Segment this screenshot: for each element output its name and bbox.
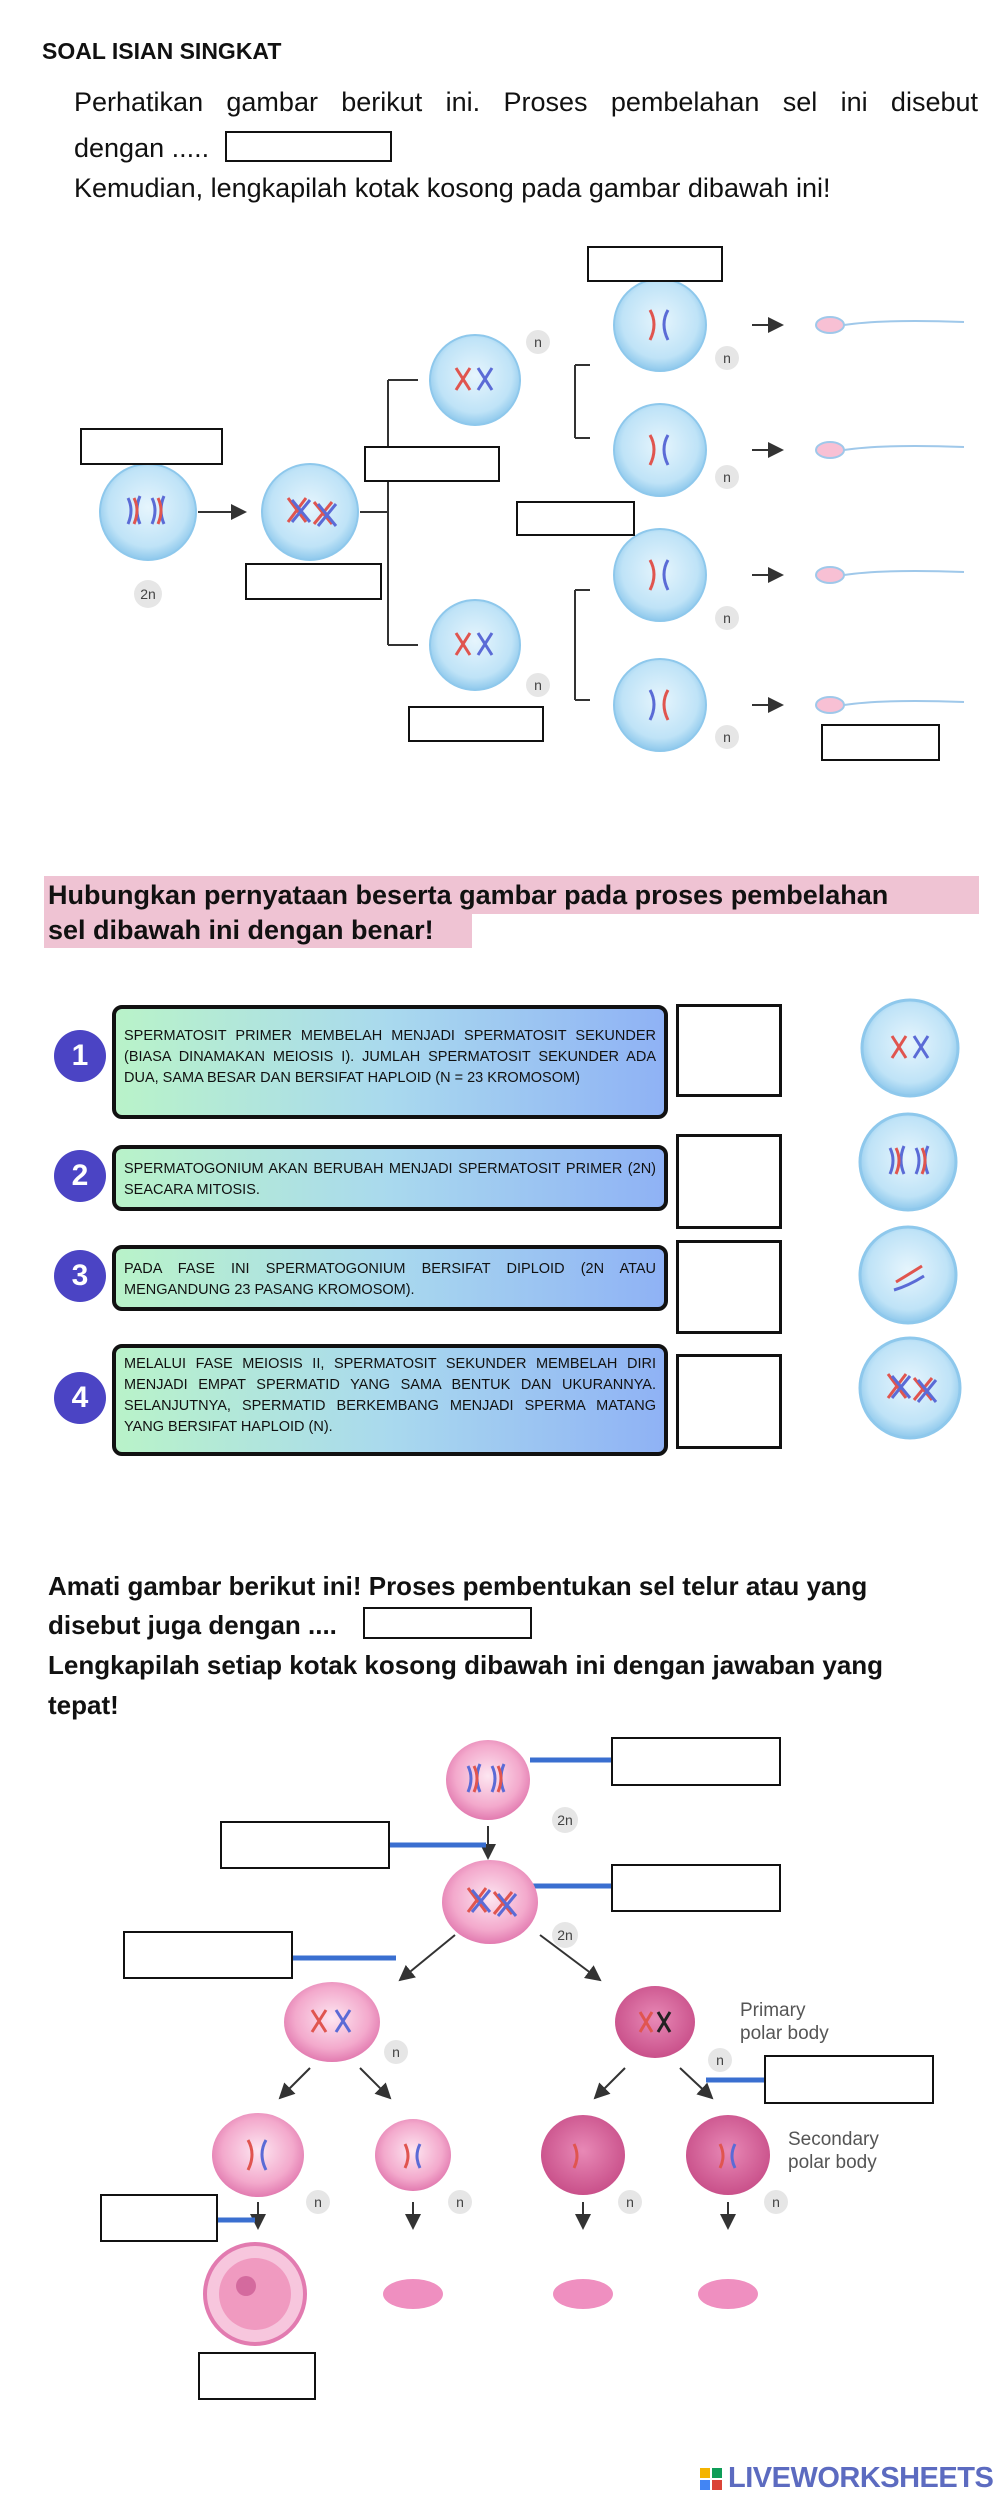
ootid-cell [212,2113,304,2197]
primary-oocyte-cell [442,1860,538,1944]
statement-card[interactable]: MELALUI FASE MEIOSIS II, SPERMATOSIT SEKUNDER MEMBELAH DIRI MENJADI EMPAT SPERMATID YANG SAMA BENTUK DAN UKURANNYA. SELANJUTNYA, SPERMATID BERKEMBANG MENJADI SPERMA MATANG YANG BERSIFAT HAPLOID (N). [112,1344,668,1456]
ploidy-label: n [723,350,731,366]
statement-card[interactable]: PADA FASE INI SPERMATOGONIUM BERSIFAT DIPLOID (2N ATAU MENGANDUNG 23 PASANG KROMOSOM). [112,1245,668,1311]
ploidy-label: n [723,610,731,626]
liveworksheets-brand: LIVEWORKSHEETS [728,2462,994,2494]
liveworksheets-logo [700,2462,993,2495]
ploidy-label: n [626,2194,634,2210]
answer-box-primary-oocyte[interactable] [611,1864,781,1912]
section1-line3: Kemudian, lengkapilah kotak kosong pada gambar dibawah ini! [74,173,831,203]
ploidy-label: n [723,469,731,485]
primary-polar-body-cell [615,1986,695,2058]
section2-heading-line2: sel dibawah ini dengan benar! [48,915,434,945]
ploidy-label: 2n [557,1927,573,1943]
answer-box-secondary-oocyte[interactable] [123,1931,293,1979]
section2-heading-line1: Hubungkan pernyataan beserta gambar pada proses pembelahan [48,880,889,910]
ploidy-label: n [392,2044,400,2060]
ploidy-label: n [723,729,731,745]
secondary-polar-body-cell [541,2115,770,2195]
primary-polar-body-label: polar body [740,2023,829,2044]
sperm-cells [816,317,964,713]
match-answer-box[interactable] [676,1134,782,1229]
answer-box-meiosis2-label[interactable] [516,501,635,536]
liveworksheets-icon [700,2468,722,2490]
section1-line1: Perhatikan gambar berikut ini. Proses pembelahan sel ini disebut [74,87,978,117]
statement-card[interactable]: SPERMATOSIT PRIMER MEMBELAH MENJADI SPERMATOSIT SEKUNDER (BIASA DINAMAKAN MEIOSIS I). JUMLAH SPERMATOSIT SEKUNDER ADA DUA, SAMA BESAR DAN BERSIFAT HAPLOID (N = 23 KROMOSOM) [112,1005,668,1119]
answer-box-ootid[interactable] [100,2194,218,2242]
secondary-polar-body-label: polar body [788,2152,877,2173]
primary-spermatocyte-cell [262,464,358,560]
match-answer-box[interactable] [676,1004,782,1097]
match-answer-box[interactable] [676,1354,782,1449]
ploidy-label: n [534,334,542,350]
match-cell-b[interactable] [860,1114,956,1210]
primary-polar-body-label: Primary [740,2000,806,2021]
section3-line3: Lengkapilah setiap kotak kosong dibawah ini dengan jawaban yang [48,1650,884,1680]
match-cell-a[interactable] [862,1000,958,1096]
answer-box-meiosis1-label[interactable] [364,446,500,482]
section3-line1: Amati gambar berikut ini! Proses pembentukan sel telur atau yang [48,1571,868,1601]
answer-box-mitosis[interactable] [220,1821,390,1869]
ovum-cell [205,2244,305,2344]
section1-line2: dengan ..... [74,133,210,163]
answer-box-spermatogonium-label[interactable] [80,428,223,465]
spermatogenesis-diagram [0,240,1000,780]
ploidy-label: n [772,2194,780,2210]
section3-line2: disebut juga dengan .... [48,1610,337,1640]
section3-line4: tepat! [48,1690,119,1720]
ploidy-label: 2n [140,586,156,602]
match-answer-box[interactable] [676,1240,782,1334]
answer-box-polar-body[interactable] [764,2055,934,2104]
answer-box-primary-spermatocyte-label[interactable] [245,563,382,600]
answer-box-oogonium[interactable] [611,1737,781,1786]
section1-heading: SOAL ISIAN SINGKAT [42,38,282,64]
ploidy-label: n [534,677,542,693]
ploidy-label: 2n [557,1812,573,1828]
answer-box-ovum[interactable] [198,2352,316,2400]
secondary-oocyte-cell [284,1982,380,2062]
secondary-polar-body-label: Secondary [788,2129,879,2150]
polar-body-cell [375,2119,451,2191]
secondary-spermatocyte-bottom-cell [430,600,520,690]
match-cell-images [850,990,990,1450]
ploidy-label: n [314,2194,322,2210]
match-cell-c[interactable] [860,1227,956,1323]
answer-box-sperm-label[interactable] [821,724,940,761]
degenerated-polar-bodies [383,2279,758,2309]
statement-number: 4 [54,1372,106,1424]
oogonium-cell [446,1740,530,1820]
answer-box-spermatid-label[interactable] [587,246,723,282]
match-cell-d[interactable] [860,1338,960,1438]
ploidy-label: n [456,2194,464,2210]
statement-number: 2 [54,1150,106,1202]
answer-box-secondary-spermatocyte-label[interactable] [408,706,544,742]
spermatogonium-cell [100,464,196,560]
statement-card[interactable]: SPERMATOGONIUM AKAN BERUBAH MENJADI SPERMATOSIT PRIMER (2N) SEACARA MITOSIS. [112,1145,668,1211]
answer-box-oogenesis-name[interactable] [363,1607,532,1639]
statement-number: 1 [54,1030,106,1082]
answer-box-process-name[interactable] [225,131,392,162]
ploidy-label: n [716,2052,724,2068]
statement-number: 3 [54,1250,106,1302]
secondary-spermatocyte-top-cell [430,335,520,425]
